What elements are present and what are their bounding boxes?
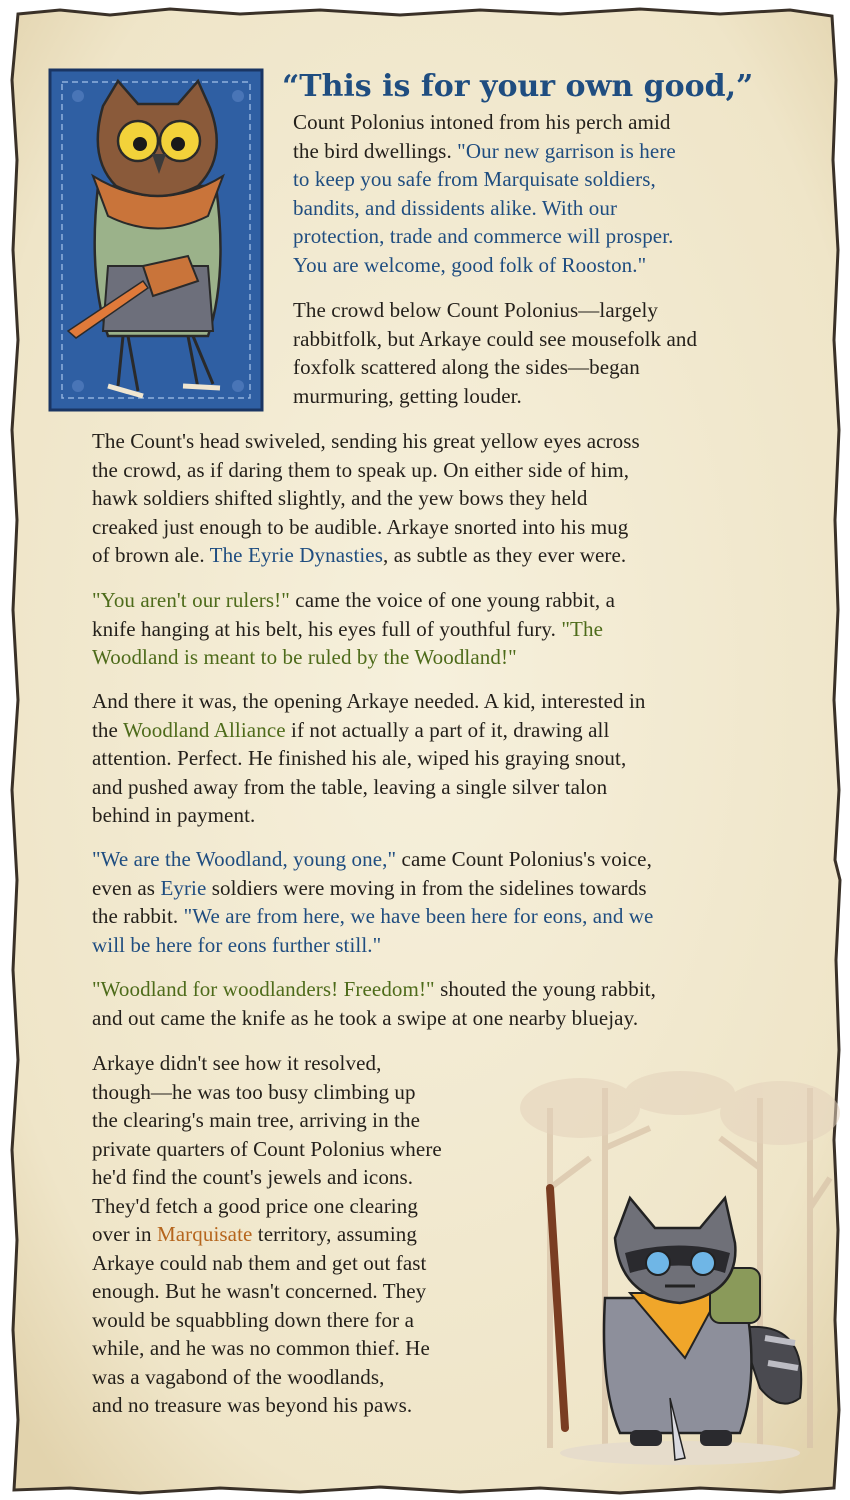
text-segment: attention. Perfect. He finished his ale, wiped his graying snout,	[92, 746, 627, 770]
text-line	[92, 801, 812, 830]
text-segment: came the voice of one young rabbit, a	[289, 588, 616, 612]
text-segment: would be squabbling down there for a	[92, 1307, 415, 1332]
text-segment: "Our new garrison is here	[457, 138, 676, 163]
text-segment: bandits, and dissidents alike. With our	[293, 195, 618, 220]
owl-illustration	[48, 66, 266, 416]
text-segment: the crowd, as if daring them to speak up. On either side of him,	[92, 457, 630, 482]
text-segment: shouted the young rabbit,	[434, 977, 657, 1001]
text-segment: was a vagabond of the woodlands,	[92, 1364, 385, 1389]
text-segment: foxfolk scattered along the sides—began	[293, 355, 640, 379]
text-segment: creaked just enough to be audible. Arkaye snorted into his mug	[92, 514, 629, 539]
text-line	[92, 1334, 552, 1363]
text-segment: Woodland is meant to be ruled by the Woodland!"	[92, 645, 517, 669]
text-line	[293, 325, 803, 354]
text-line	[92, 845, 812, 874]
text-segment: Marquisate	[156, 1222, 253, 1246]
text-line	[92, 874, 812, 903]
text-line	[293, 137, 803, 166]
paragraph-5	[92, 687, 812, 830]
text-line	[92, 773, 812, 802]
text-segment: Count Polonius intoned from his perch amid	[293, 110, 671, 134]
text-line	[92, 541, 812, 570]
text-line	[92, 643, 812, 672]
text-segment: though—he was too busy climbing up	[92, 1079, 416, 1104]
text-segment: "We are from here, we have been here for eons, and we	[183, 904, 654, 928]
text-line	[92, 1004, 812, 1033]
raccoon-illustration	[510, 1068, 840, 1468]
text-segment: the bird dwellings.	[293, 138, 458, 163]
text-segment: if not actually a part of it, drawing all	[285, 717, 610, 742]
text-segment: protection, trade and commerce will prosper.	[293, 224, 674, 248]
text-line	[92, 1220, 552, 1249]
text-segment: behind in payment.	[92, 803, 256, 827]
text-segment: and no treasure was beyond his paws.	[92, 1393, 413, 1417]
text-segment: private quarters of Count Polonius where	[92, 1136, 442, 1161]
text-line	[293, 251, 803, 280]
text-line	[92, 1106, 552, 1135]
text-line	[92, 902, 812, 931]
text-segment: murmuring, getting louder.	[293, 383, 522, 408]
text-segment: of brown ale.	[92, 543, 210, 567]
text-line	[293, 353, 803, 382]
text-line	[92, 1277, 552, 1306]
text-line	[92, 1306, 552, 1335]
text-line	[293, 222, 803, 251]
text-segment: knife hanging at his belt, his eyes full of youthful fury.	[92, 616, 562, 641]
text-segment: and out came the knife as he took a swipe at one nearby bluejay.	[92, 1005, 639, 1030]
text-segment: "You aren't our rulers!"	[92, 588, 290, 612]
text-segment: "The	[561, 616, 603, 641]
text-line	[293, 165, 803, 194]
text-line	[92, 1391, 552, 1420]
text-segment: Eyrie	[160, 875, 207, 900]
paragraph-6	[92, 845, 812, 959]
opening-quote-heading: “This is for your own good,”	[282, 69, 754, 104]
text-line	[293, 108, 803, 137]
text-segment: came Count Polonius's voice,	[396, 847, 652, 871]
text-segment: soldiers were moving in from the sidelines towards	[206, 875, 647, 900]
text-segment: Woodland Alliance	[122, 717, 286, 742]
paragraph-2	[293, 296, 803, 410]
text-segment: to keep you safe from Marquisate soldiers,	[293, 167, 656, 191]
text-line	[92, 615, 812, 644]
paragraph-1	[293, 108, 803, 279]
text-segment: , as subtle as they ever were.	[383, 543, 627, 567]
paragraph-8	[92, 1049, 552, 1420]
text-line	[92, 1078, 552, 1107]
text-line	[92, 716, 812, 745]
text-line	[293, 382, 803, 411]
text-line	[293, 296, 803, 325]
text-segment: The crowd below Count Polonius—largely	[293, 298, 659, 322]
text-segment: The Count's head swiveled, sending his great yellow eyes across	[92, 429, 640, 453]
text-line	[92, 744, 812, 773]
text-segment: They'd fetch a good price one clearing	[92, 1193, 418, 1218]
text-segment: The Eyrie Dynasties	[209, 543, 384, 567]
text-line	[92, 1163, 552, 1192]
text-line	[92, 1049, 552, 1078]
text-line	[92, 586, 812, 615]
text-line	[92, 687, 812, 716]
paragraph-7	[92, 975, 812, 1032]
text-segment: Arkaye could nab them and get out fast	[92, 1250, 427, 1275]
text-segment: "Woodland for woodlanders! Freedom!"	[92, 977, 435, 1001]
text-line	[92, 1192, 552, 1221]
text-segment: while, and he was no common thief. He	[92, 1336, 430, 1360]
text-line	[92, 1135, 552, 1164]
text-segment: even as	[92, 875, 161, 900]
text-line	[92, 513, 812, 542]
text-segment: will be here for eons further still."	[92, 932, 382, 957]
text-segment: the rabbit.	[92, 904, 184, 928]
text-line	[92, 931, 812, 960]
text-segment: over in	[92, 1222, 157, 1246]
paragraph-3	[92, 427, 812, 570]
text-line	[92, 456, 812, 485]
text-segment: And there it was, the opening Arkaye needed. A kid, interested in	[92, 689, 646, 713]
text-segment: rabbitfolk, but Arkaye could see mousefolk and	[293, 326, 698, 351]
text-segment: enough. But he wasn't concerned. They	[92, 1279, 427, 1303]
text-segment: the clearing's main tree, arriving in the	[92, 1108, 421, 1132]
text-segment: the	[92, 717, 123, 742]
text-segment: and pushed away from the table, leaving a single silver talon	[92, 774, 608, 799]
text-segment: he'd find the count's jewels and icons.	[92, 1165, 414, 1189]
text-segment: Arkaye didn't see how it resolved,	[92, 1051, 382, 1075]
text-segment: You are welcome, good folk of Rooston."	[293, 252, 647, 277]
text-segment: territory, assuming	[252, 1222, 417, 1246]
text-line	[92, 975, 812, 1004]
text-line	[293, 194, 803, 223]
text-segment: "We are the Woodland, young one,"	[92, 847, 397, 871]
paragraph-4	[92, 586, 812, 672]
text-line	[92, 484, 812, 513]
text-line	[92, 427, 812, 456]
text-line	[92, 1363, 552, 1392]
text-segment: hawk soldiers shifted slightly, and the yew bows they held	[92, 486, 588, 510]
text-line	[92, 1249, 552, 1278]
